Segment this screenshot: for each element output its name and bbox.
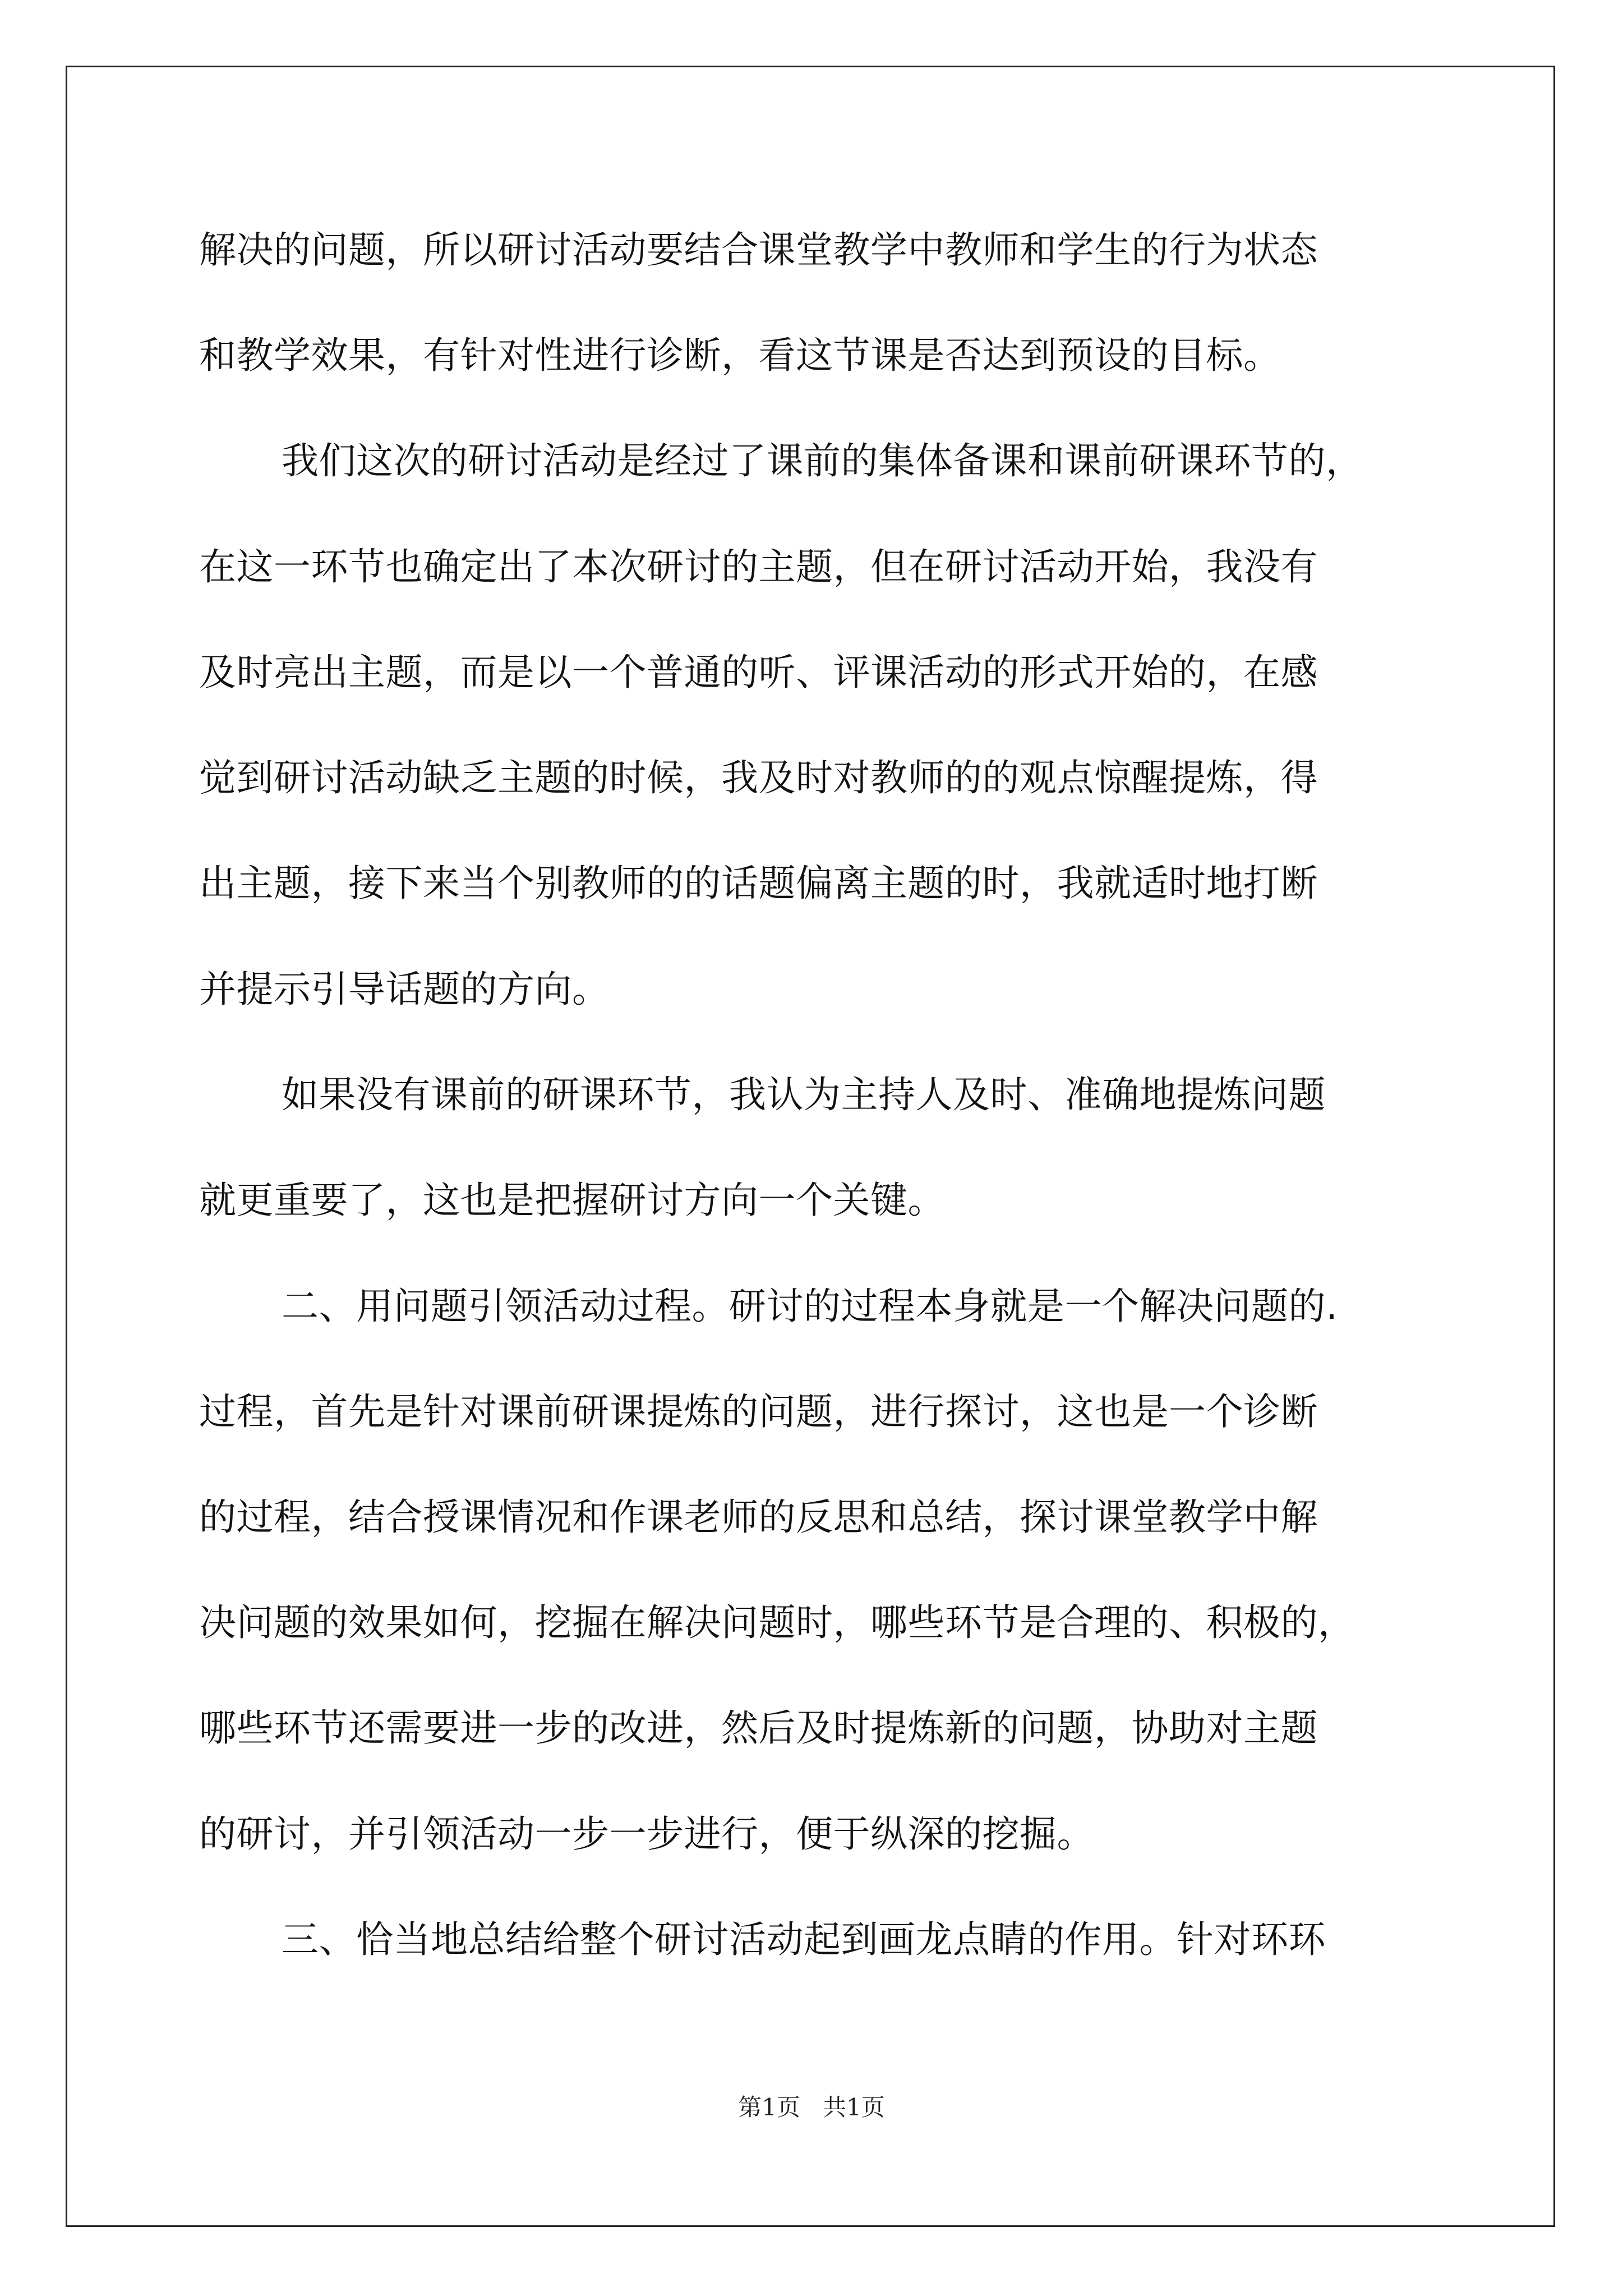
text-line: 哪些环节还需要进一步的改进，然后及时提炼新的问题，协助对主题 bbox=[199, 1706, 1318, 1750]
text-line: 及时亮出主题，而是以一个普通的听、评课活动的形式开始的，在感 bbox=[199, 651, 1318, 694]
text-line: 的研讨，并引领活动一步一步进行，便于纵深的挖掘。 bbox=[199, 1812, 1094, 1856]
text-line: 决问题的效果如何，挖掘在解决问题时，哪些环节是合理的、积极的， bbox=[199, 1601, 1355, 1644]
page-border bbox=[66, 66, 1555, 2227]
page-number-footer: 第1页 共1页 bbox=[738, 2093, 885, 2121]
text-line: 并提示引导话题的方向。 bbox=[199, 968, 610, 1011]
text-line: 和教学效果，有针对性进行诊断，看这节课是否达到预设的目标。 bbox=[199, 334, 1281, 377]
text-line: 过程，首先是针对课前研课提炼的问题，进行探讨，这也是一个诊断 bbox=[199, 1390, 1318, 1433]
text-line: 就更重要了，这也是把握研讨方向一个关键。 bbox=[199, 1179, 945, 1222]
text-line: 在这一环节也确定出了本次研讨的主题，但在研讨活动开始，我没有 bbox=[199, 545, 1318, 588]
text-line: 的过程，结合授课情况和作课老师的反思和总结，探讨课堂教学中解 bbox=[199, 1496, 1318, 1539]
text-line: 我们这次的研讨活动是经过了课前的集体备课和课前研课环节的， bbox=[282, 439, 1363, 482]
text-line: 二、用问题引领活动过程。研讨的过程本身就是一个解决问题的. bbox=[282, 1285, 1338, 1328]
text-line: 解决的问题，所以研讨活动要结合课堂教学中教师和学生的行为状态 bbox=[199, 228, 1318, 272]
text-line: 觉到研讨活动缺乏主题的时候，我及时对教师的的观点惊醒提炼，得 bbox=[199, 756, 1318, 799]
text-line: 如果没有课前的研课环节，我认为主持人及时、准确地提炼问题 bbox=[282, 1073, 1326, 1116]
text-line: 三、恰当地总结给整个研讨活动起到画龙点睛的作用。针对环环 bbox=[282, 1918, 1326, 1961]
text-line: 出主题，接下来当个别教师的的话题偏离主题的时，我就适时地打断 bbox=[199, 862, 1318, 905]
